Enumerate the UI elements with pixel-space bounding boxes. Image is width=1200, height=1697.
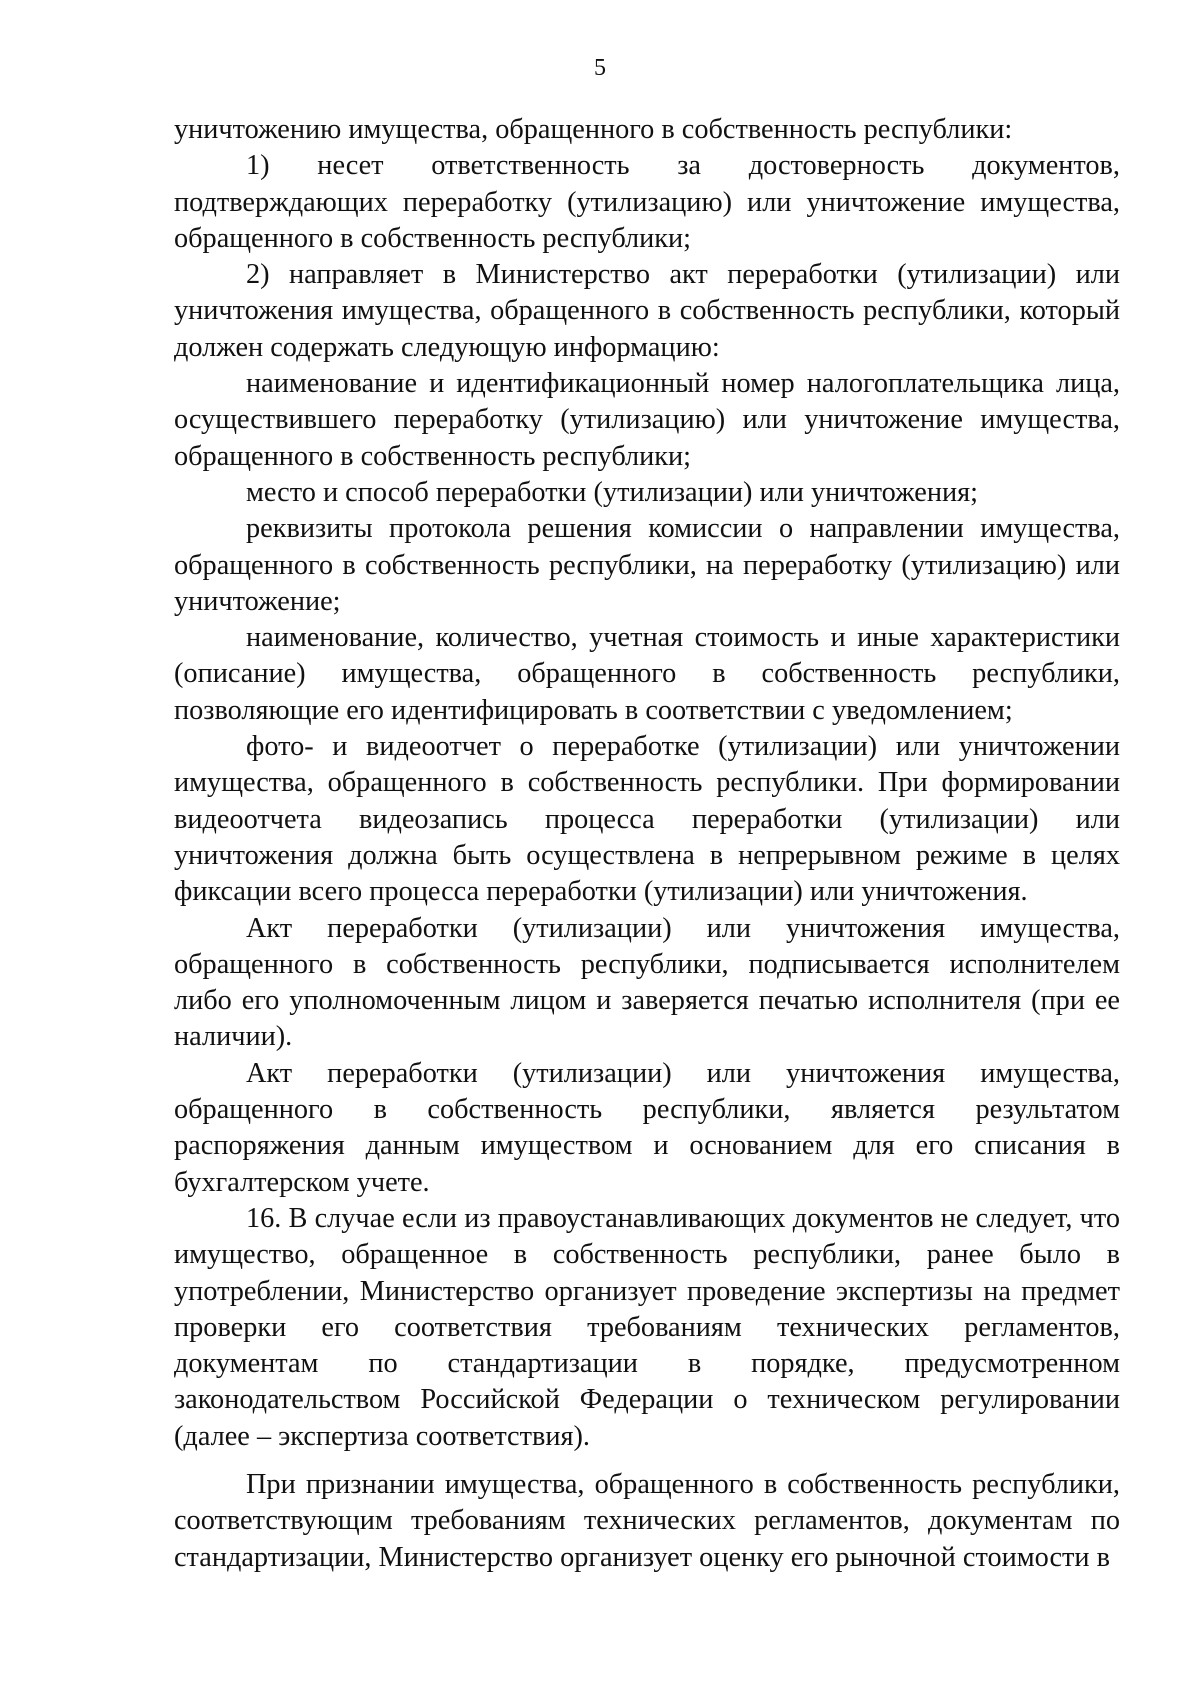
paragraph: реквизиты протокола решения комиссии о направлении имущества, обращенного в собственность республики, на переработку (утилизацию) или уничтожение; xyxy=(174,513,1120,617)
paragraph: При признании имущества, обращенного в собственность республики, соответствующим требованиям технических регламентов, документам по стандартизации, Министерство организует оценку его рыночной стоимости в xyxy=(174,1468,1120,1573)
paragraph: наименование, количество, учетная стоимость и иные характеристики (описание) имущества, обращенного в собственность республики, позволяющие его идентифицировать в соответствии с уведомлением; xyxy=(174,622,1120,726)
page-number: 5 xyxy=(594,55,606,81)
paragraph: наименование и идентификационный номер налогоплательщика лица, осуществившего переработку (утилизацию) или уничтожение имущества, обращенного в собственность республики; xyxy=(174,368,1120,472)
paragraph: 1) несет ответственность за достоверность документов, подтверждающих переработку (утилизацию) или уничтожение имущества, обращенного в собственность республики; xyxy=(174,150,1120,254)
paragraph: уничтожению имущества, обращенного в собственность республики: xyxy=(174,114,1013,145)
paragraph: фото- и видеоотчет о переработке (утилизации) или уничтожении имущества, обращенного в собственность республики. При формировании видеоотчета видеозапись процесса переработки (утилизации) или уничтожения должна быть осуществлена в непрерывном режиме в целях фиксации всего процесса переработки (утилизации) или уничтожения. xyxy=(174,731,1120,908)
paragraph: Акт переработки (утилизации) или уничтожения имущества, обращенного в собственность республики, подписывается исполнителем либо его уполномоченным лицом и заверяется печатью исполнителя (при ее наличии). xyxy=(174,912,1120,1053)
paragraph: 16. В случае если из правоустанавливающих документов не следует, что имущество, обращенное в собственность республики, ранее было в употреблении, Министерство организует проведение экспертизы на предмет проверки его соответствия требованиям технических регламентов, документам по стандартизации в порядке, предусмотренном законодательством Российской Федерации о техническом регулировании (далее – экспертиза соответствия). xyxy=(174,1202,1120,1452)
paragraph: место и способ переработки (утилизации) или уничтожения; xyxy=(246,476,979,508)
document-body xyxy=(174,112,1120,1576)
paragraph: Акт переработки (утилизации) или уничтожения имущества, обращенного в собственность республики, является результатом распоряжения данным имуществом и основанием для его списания в бухгалтерском учете. xyxy=(174,1057,1120,1198)
paragraph: 2) направляет в Министерство акт переработки (утилизации) или уничтожения имущества, обращенного в собственность республики, который должен содержать следующую информацию: xyxy=(174,259,1120,363)
